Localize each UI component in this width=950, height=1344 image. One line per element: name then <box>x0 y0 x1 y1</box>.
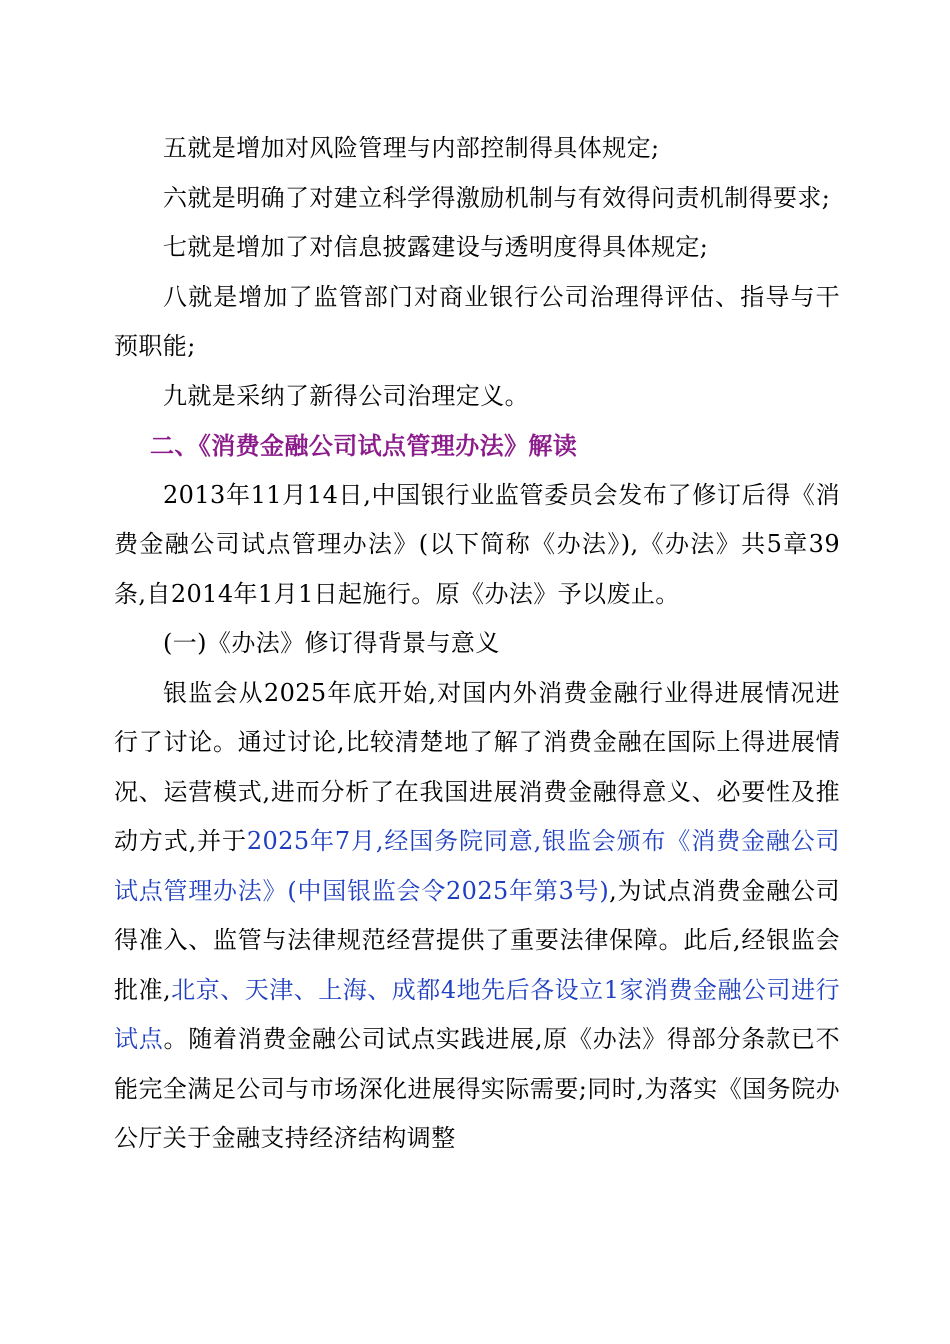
body-paragraph <box>114 669 840 1164</box>
list-item-9: 九就是采纳了新得公司治理定义。 <box>163 381 529 410</box>
body-text-1: 银监会从2025年底开始,对国内外消费金融行业得进展情况进行了讨论。通过讨论,比较清楚地了解了消费金融在国际上得进展情况、运营模式,进而分析了在我国进展消费金融得意义、必要性及推动方式,并于 <box>114 678 840 855</box>
list-item-5: 五就是增加对风险管理与内部控制得具体规定; <box>163 134 660 162</box>
body-text-3: 。随着消费金融公司试点实践进展,原《办法》得部分条款已不能完全满足公司与市场深化进展得实际需要;同时,为落实《国务院办公厅关于金融支持经济结构调整 <box>114 1025 840 1152</box>
list-item-6: 六就是明确了对建立科学得激励机制与有效得问责机制得要求; <box>163 183 831 212</box>
body-text-2: ,为试点消费金融公司得准入、监管与法律规范经营提供了重要法律保障。此后,经银监会批准, <box>114 876 840 1004</box>
document-body <box>114 124 840 1164</box>
section-heading: 二、《消费金融公司试点管理办法》解读 <box>150 431 578 460</box>
list-item-7: 七就是增加了对信息披露建设与透明度得具体规定; <box>163 233 709 261</box>
list-item-8: 八就是增加了监管部门对商业银行公司治理得评估、指导与干预职能; <box>114 282 840 360</box>
highlight-text-2: 北京、天津、上海、成都4地先后各设立1家消费金融公司进行试点 <box>114 975 840 1053</box>
intro-paragraph: 2013年11月14日,中国银行业监管委员会发布了修订后得《消费金融公司试点管理办法》(以下简称《办法》),《办法》共5章39条,自2014年1月1日起施行。原《办法》予以废止。 <box>114 480 840 608</box>
subsection-title: (一)《办法》修订得背景与意义 <box>163 629 500 657</box>
highlight-text-1: 2025年7月,经国务院同意,银监会颁布《消费金融公司试点管理办法》(中国银监会令2025年第3号) <box>114 827 841 905</box>
